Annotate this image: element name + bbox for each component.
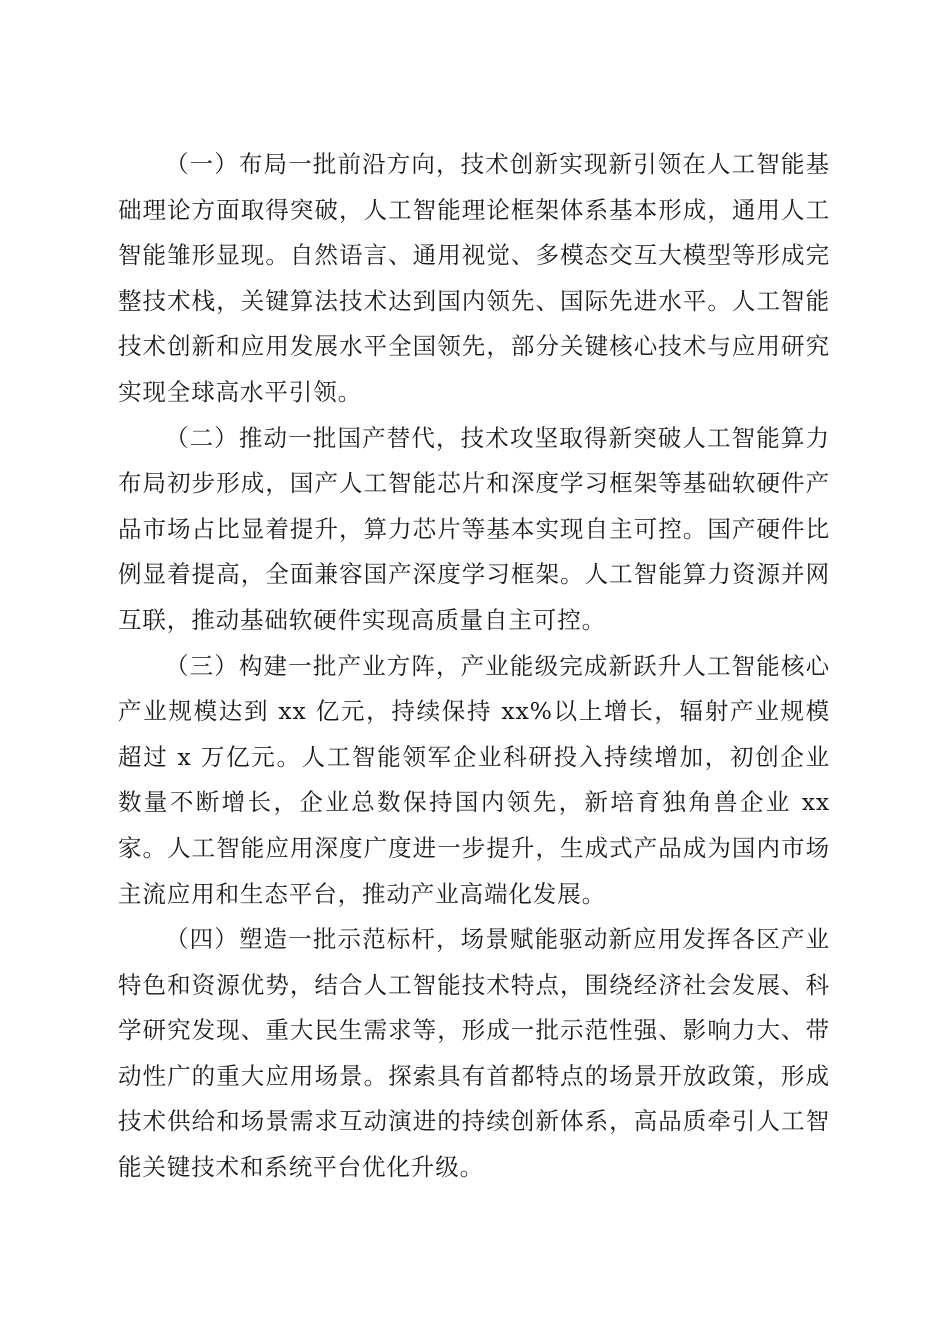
paragraph-1: （一）布局一批前沿方向，技术创新实现新引领在人工智能基础理论方面取得突破，人工智能理论框架体系基本形成，通用人工智能雏形显现。自然语言、通用视觉、多模态交互大模型等形成完整技术栈，关键算法技术达到国内领先、国际先进水平。人工智能技术创新和应用发展水平全国领先，部分关键核心技术与应用研究实现全球高水平引领。: [118, 150, 830, 406]
paragraph-2: （二）推动一批国产替代，技术攻坚取得新突破人工智能算力布局初步形成，国产人工智能芯片和深度学习框架等基础软硬件产品市场占比显着提升，算力芯片等基本实现自主可控。国产硬件比例显着提高，全面兼容国产深度学习框架。人工智能算力资源并网互联，推动基础软硬件实现高质量自主可控。: [118, 423, 830, 634]
paragraph-3: （三）构建一批产业方阵，产业能级完成新跃升人工智能核心产业规模达到 xx 亿元，持续保持 xx%以上增长，辐射产业规模超过 x 万亿元。人工智能领军企业科研投入持续增加，初创企业数量不断增长，企业总数保持国内领先，新培育独角兽企业 xx 家。人工智能应用深度广度进一步提升，生成式产品成为国内市场主流应用和生态平台，推动产业高端化发展。: [118, 651, 830, 908]
paragraph-4: （四）塑造一批示范标杆，场景赋能驱动新应用发挥各区产业特色和资源优势，结合人工智能技术特点，围绕经济社会发展、科学研究发现、重大民生需求等，形成一批示范性强、影响力大、带动性广的重大应用场景。探索具有首都特点的场景开放政策，形成技术供给和场景需求互动演进的持续创新体系，高品质牵引人工智能关键技术和系统平台优化升级。: [118, 925, 830, 1182]
document-body: [118, 142, 830, 1191]
